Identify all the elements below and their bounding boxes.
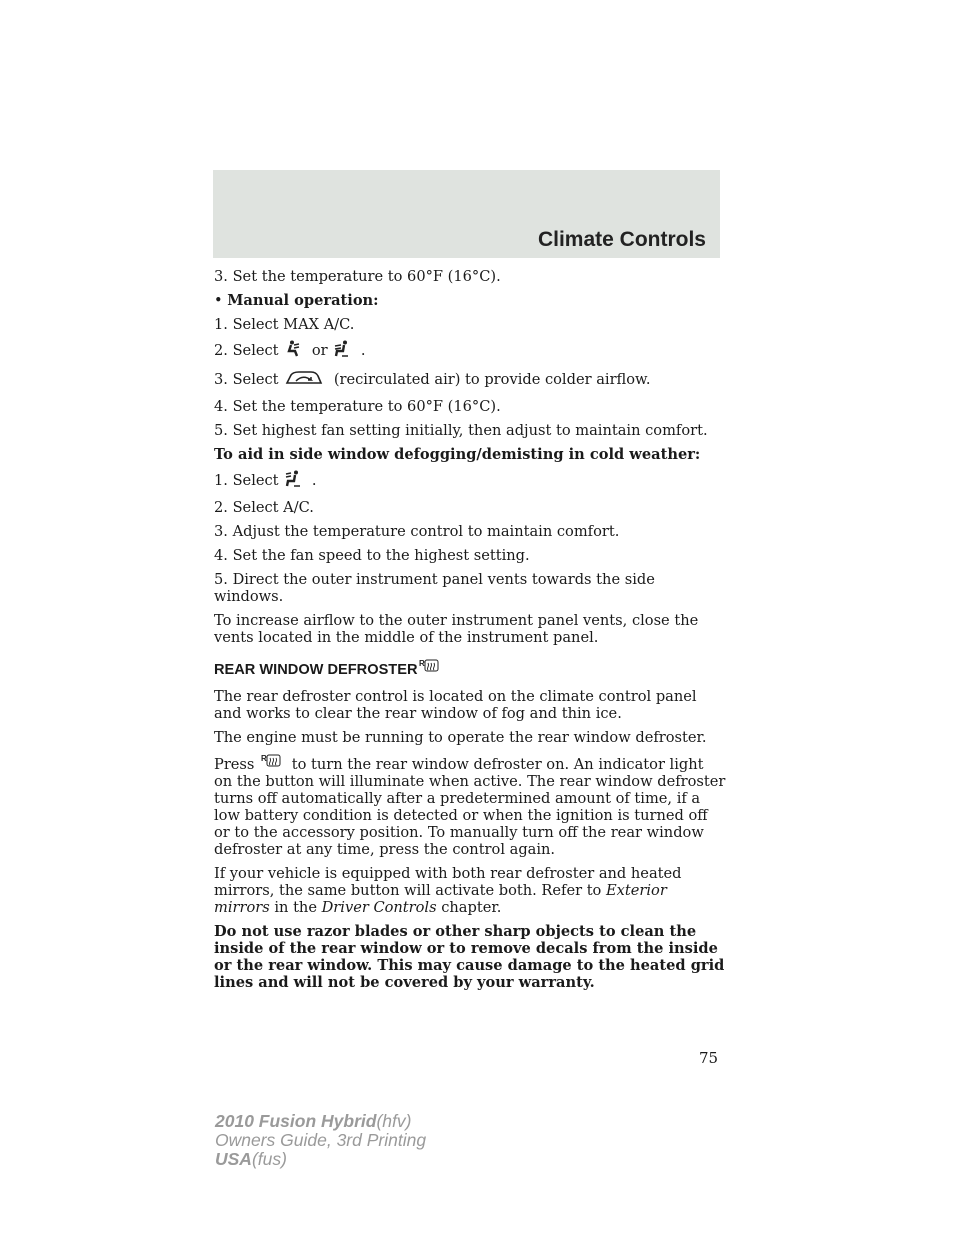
defog-heading: To aid in side window defogging/demisting in cold weather: bbox=[214, 446, 701, 463]
manual-operation-heading bbox=[214, 292, 726, 309]
bullet: • bbox=[214, 292, 223, 309]
step-text: 4. Set the temperature to 60°F (16°C). bbox=[214, 398, 501, 415]
manual-operation-label: Manual operation: bbox=[227, 292, 379, 309]
paragraph: To increase airflow to the outer instrument panel vents, close the vents located in the middle of the instrument panel. bbox=[214, 612, 699, 646]
paragraph: Press R to turn the rear window defroster on. An indicator light on the button will illuminate when active. The rear window defroster turns off automatically after a predetermined amount of time, if a low battery condition is detected or when the ignition is turned off or to the accessory position. To manually turn off the rear window defroster at any time, press the control again. bbox=[214, 754, 726, 858]
svg-text:R: R bbox=[261, 754, 267, 763]
floor-defrost-icon bbox=[285, 470, 301, 492]
footer-line: Owners Guide, 3rd Printing bbox=[215, 1130, 427, 1150]
paragraph: If your vehicle is equipped with both rear defroster and heated mirrors, the same button will activate both. Refer to Exterior mirrors in the Driver Controls chapter. bbox=[214, 865, 682, 916]
step-text: 4. Set the fan speed to the highest setting. bbox=[214, 547, 530, 564]
panel-vent-icon bbox=[285, 340, 301, 362]
rear-defrost-icon bbox=[419, 658, 439, 677]
footer-line: USA(fus) bbox=[215, 1149, 287, 1169]
chapter-header bbox=[213, 170, 720, 258]
step-text: 3. Adjust the temperature control to maintain comfort. bbox=[214, 523, 620, 540]
step-text: 2. Select A/C. bbox=[214, 499, 314, 516]
step-text: 5. Set highest fan setting initially, then adjust to maintain comfort. bbox=[214, 422, 708, 439]
step-recirculate: 3. Select (recirculated air) to provide colder airflow. bbox=[214, 369, 726, 391]
step-text: 5. Direct the outer instrument panel vents towards the side windows. bbox=[214, 571, 655, 605]
page-number: 75 bbox=[699, 1049, 719, 1067]
warning-text: Do not use razor blades or other sharp objects to clean the inside of the rear window or to remove decals from the inside or the rear window. This may cause damage to the heated grid lines and will not be covered by your warranty. bbox=[214, 923, 725, 991]
page-content bbox=[214, 268, 726, 998]
cross-reference: Driver Controls bbox=[321, 899, 437, 916]
panel-floor-vent-icon bbox=[334, 340, 350, 362]
footer bbox=[215, 1112, 426, 1169]
paragraph: The engine must be running to operate the rear window defroster. bbox=[214, 729, 707, 746]
step-select-modes: 2. Select or . bbox=[214, 340, 726, 362]
section-heading: REAR WINDOW DEFROSTER R bbox=[214, 658, 726, 679]
footer-line: 2010 Fusion Hybrid(hfv) bbox=[215, 1111, 412, 1131]
chapter-title: Climate Controls bbox=[537, 228, 706, 251]
step-text: 1. Select MAX A/C. bbox=[214, 316, 355, 333]
step-text: 3. Set the temperature to 60°F (16°C). bbox=[214, 268, 501, 285]
rear-defrost-icon bbox=[261, 753, 281, 771]
recirculate-icon bbox=[285, 369, 323, 391]
cross-reference: Exterior mirrors bbox=[214, 882, 667, 916]
step-select-floor-defrost: 1. Select . bbox=[214, 470, 726, 492]
svg-text:R: R bbox=[418, 659, 425, 668]
paragraph: The rear defroster control is located on the climate control panel and works to clear the rear window of fog and thin ice. bbox=[214, 688, 697, 722]
